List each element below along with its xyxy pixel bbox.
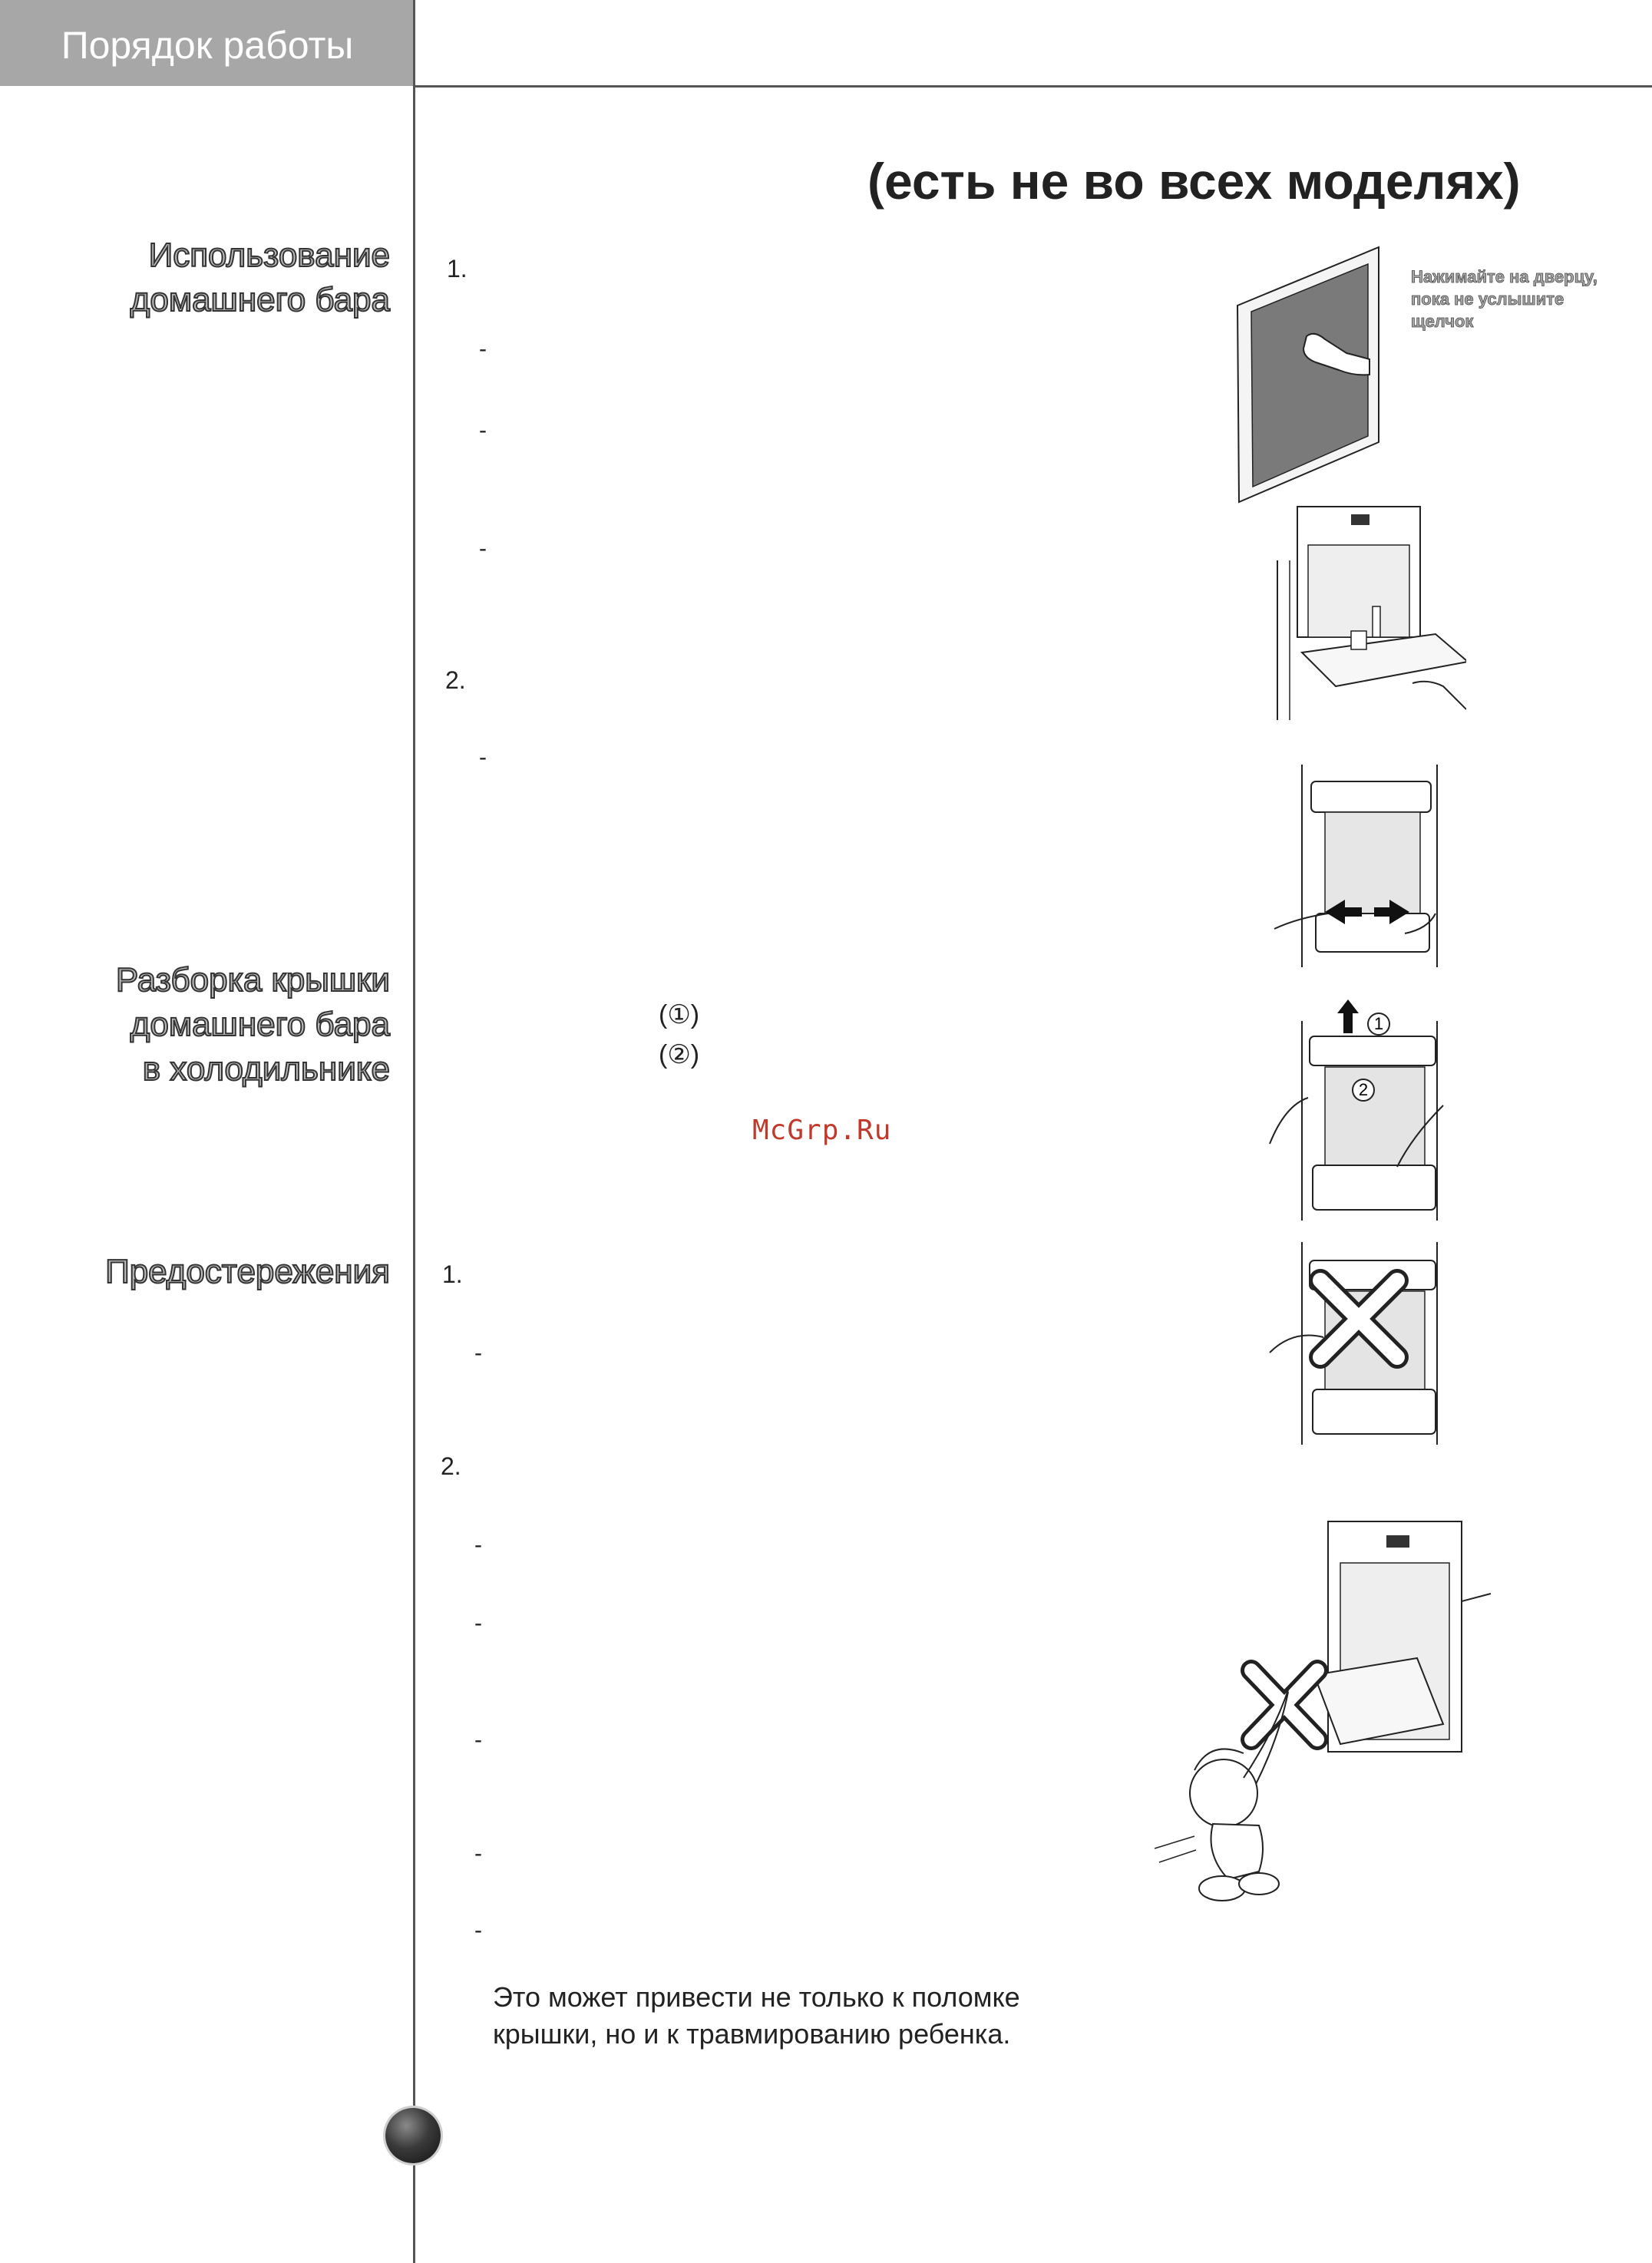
warning-text-line: крышки, но и к травмированию ребенка. [493, 2018, 1011, 2050]
illustration-remove-cover [1259, 990, 1451, 1224]
section-title-line: Разборка крышки [115, 961, 390, 999]
illustration-open-bar [1274, 499, 1466, 720]
list-dash: - [474, 1532, 482, 1558]
sidebar-divider [413, 0, 415, 2263]
section-title-line: Предостережения [105, 1253, 390, 1290]
step-marker: (①) [659, 1000, 700, 1029]
warning-text-line: Это может привести не только к поломке [493, 1981, 1020, 2013]
list-dash: - [479, 536, 487, 561]
figure-caption-line: пока не услышите [1411, 289, 1564, 309]
watermark: McGrp.Ru [752, 1115, 892, 1146]
list-number: 2. [445, 666, 466, 694]
section-title-disassembly [116, 958, 390, 1092]
figure-caption-line: Нажимайте на дверцу, [1411, 267, 1597, 286]
illustration-child-warning [1151, 1517, 1495, 1924]
list-dash: - [474, 1340, 482, 1366]
illustration-lift-cover [1259, 760, 1451, 967]
step-label: 1 [1373, 1014, 1384, 1033]
list-number: 2. [441, 1452, 461, 1480]
list-number: 1. [442, 1260, 463, 1288]
cross-icon [1251, 1670, 1317, 1739]
section-title-home-bar [131, 233, 390, 322]
warning-text [493, 1979, 1020, 2053]
figure-caption-line: щелчок [1411, 312, 1474, 331]
section-title-warnings [105, 1250, 390, 1294]
illustration-push-door [1233, 244, 1386, 505]
header-divider [415, 85, 1652, 88]
section-title-line: Использование [148, 236, 390, 274]
page-heading: (есть не во всех моделях) [867, 153, 1521, 210]
page-bullet [385, 2108, 441, 2163]
illustration-incorrect-handling [1259, 1237, 1451, 1445]
section-title-line: домашнего бара [130, 1006, 390, 1043]
list-dash: - [474, 1727, 482, 1753]
list-dash: - [474, 1611, 482, 1636]
figure-caption [1411, 266, 1597, 332]
step-marker: (②) [659, 1040, 700, 1069]
list-number: 1. [447, 255, 468, 282]
list-dash: - [479, 745, 487, 770]
step-label: 2 [1358, 1080, 1369, 1099]
section-title-line: в холодильнике [142, 1050, 390, 1088]
list-dash: - [474, 1918, 482, 1943]
list-dash: - [479, 418, 487, 443]
list-dash: - [479, 336, 487, 362]
list-dash: - [474, 1841, 482, 1866]
header-title: Порядок работы [61, 24, 354, 67]
section-title-line: домашнего бара [130, 281, 390, 319]
